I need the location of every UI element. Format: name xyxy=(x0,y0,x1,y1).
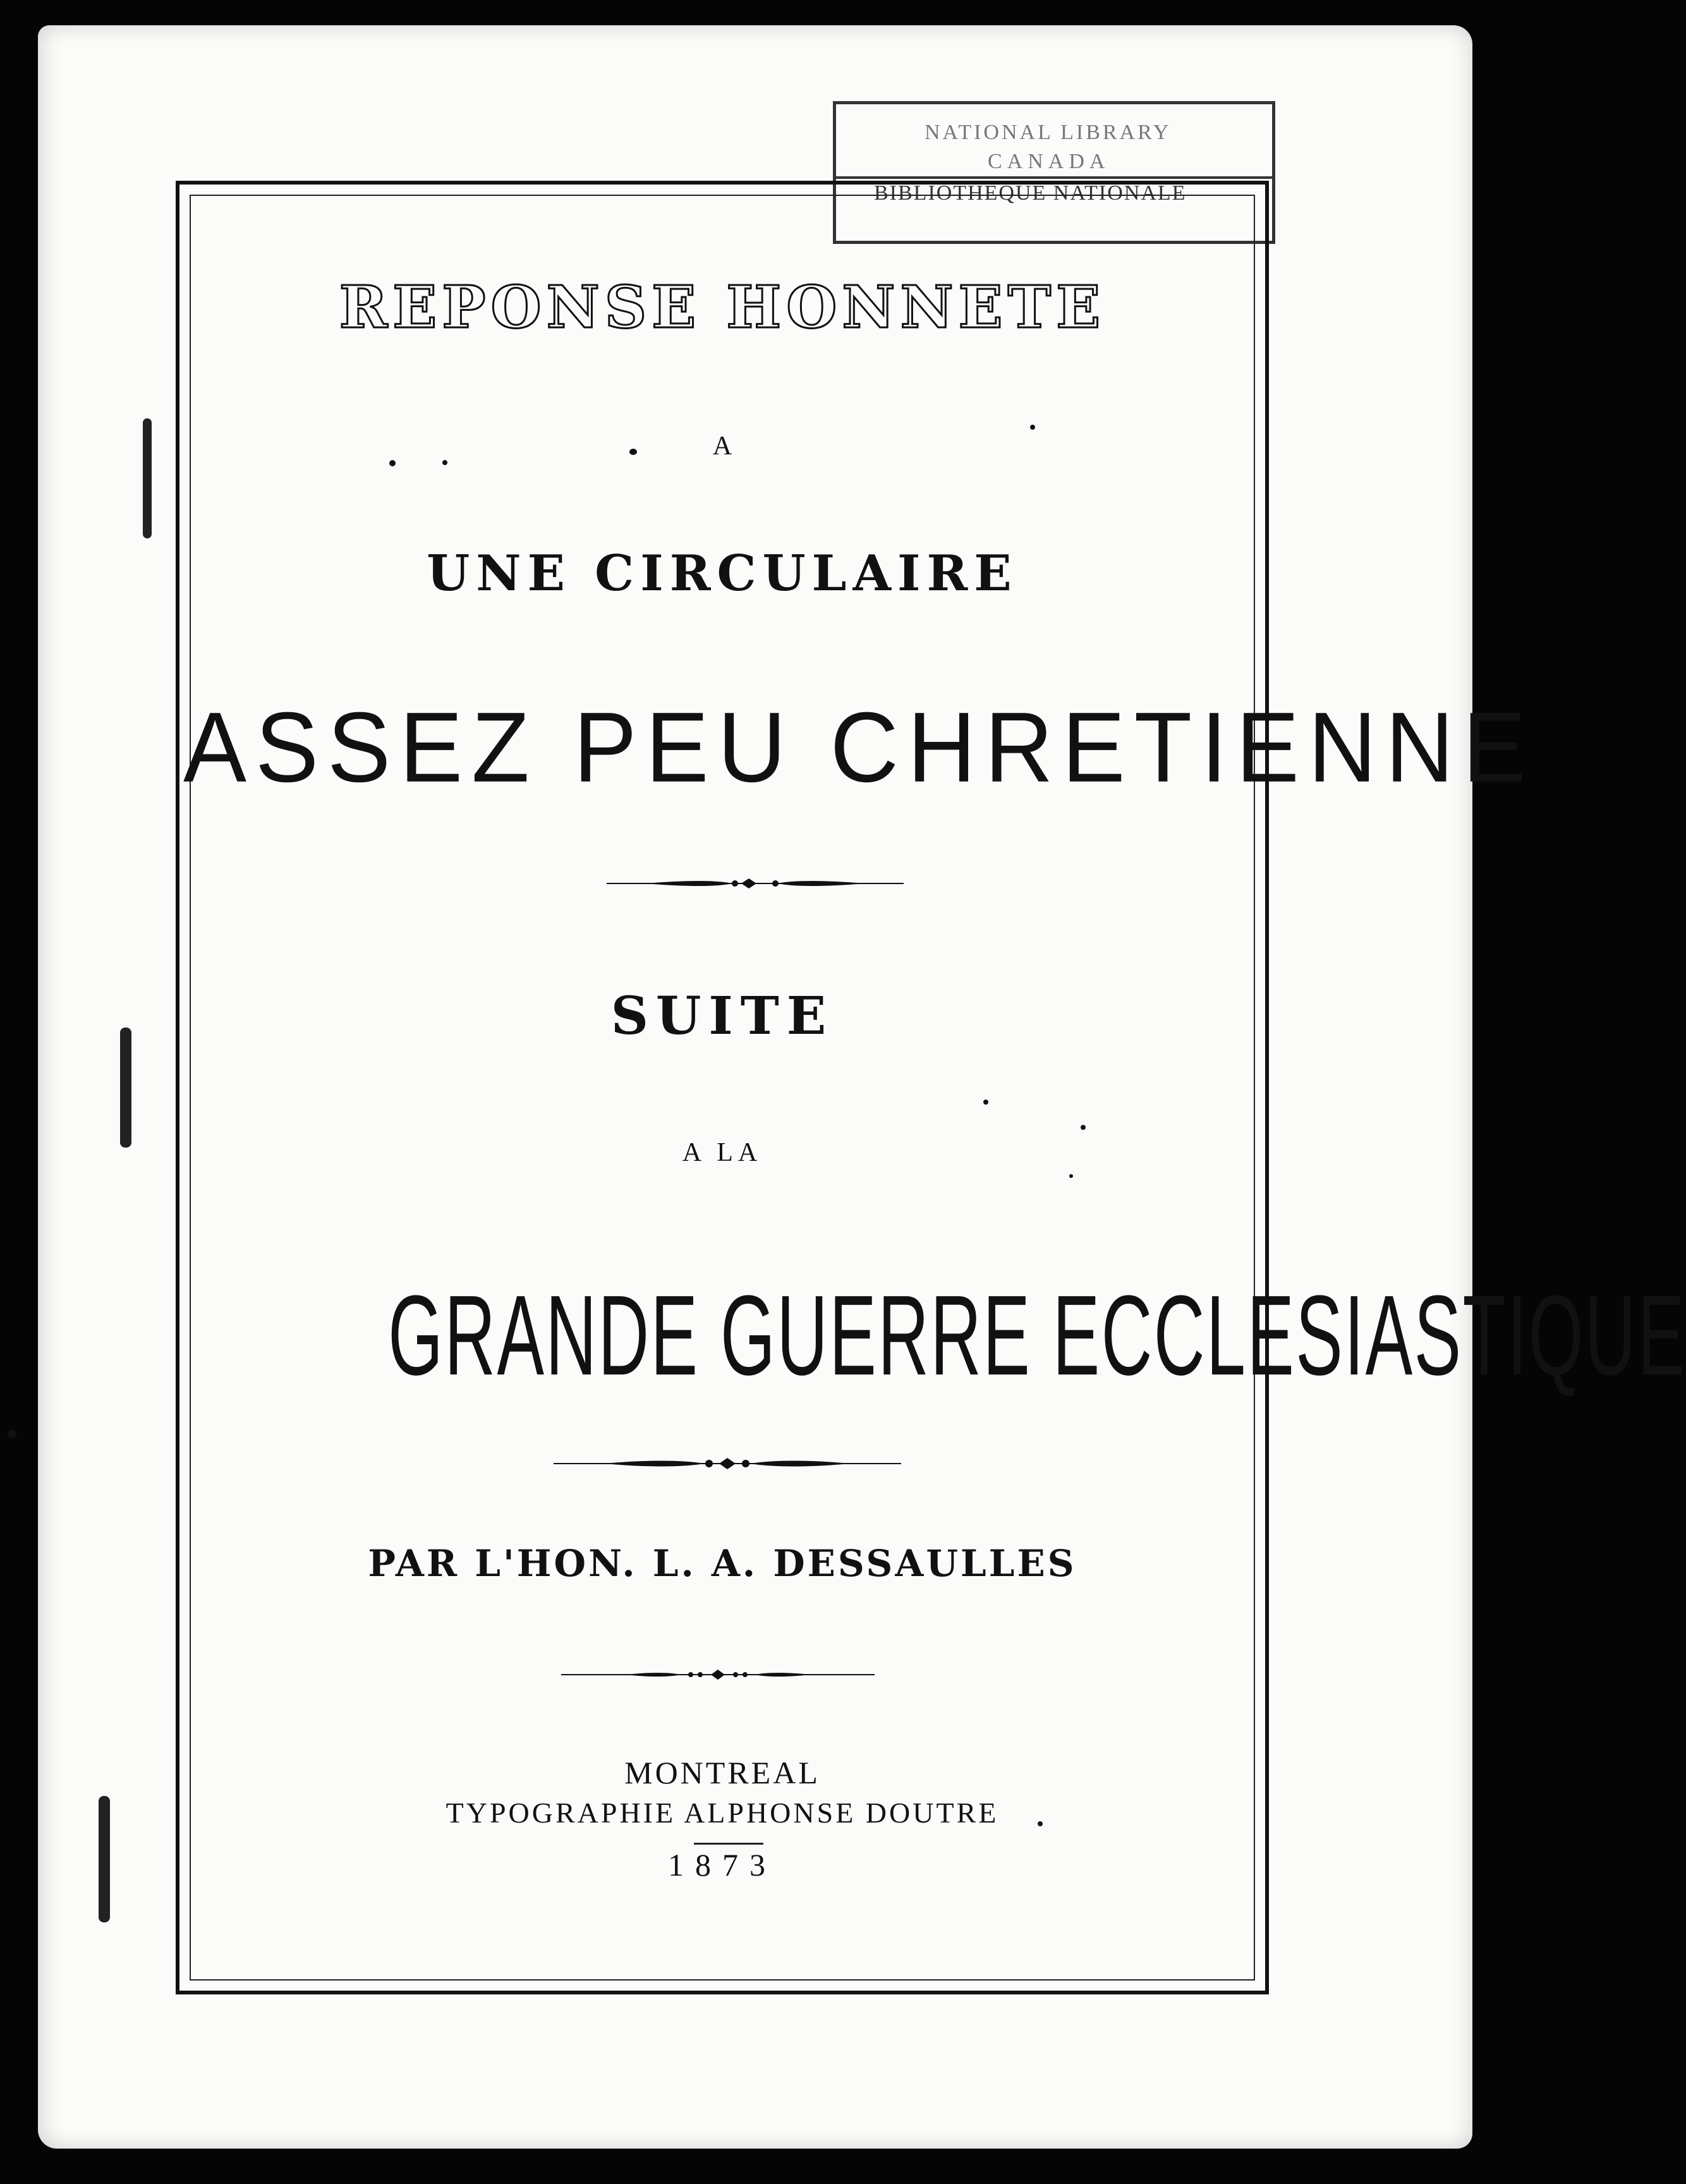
ink-speck xyxy=(442,460,447,465)
imprint-printer: TYPOGRAPHIE ALPHONSE DOUTRE xyxy=(446,1797,999,1829)
ink-speck xyxy=(983,1100,988,1105)
staple-top xyxy=(143,418,152,538)
ornament-rule-3 xyxy=(561,1662,875,1687)
ornament-rule-2 xyxy=(554,1451,901,1476)
imprint-year: 1873 xyxy=(668,1847,777,1883)
year-rule xyxy=(694,1843,763,1845)
staple-bottom xyxy=(99,1796,110,1922)
title-line-2: UNE CIRCULAIRE xyxy=(427,545,1018,602)
title-frame-inner xyxy=(190,195,1686,1981)
ink-speck xyxy=(389,460,396,466)
title-line-4: GRANDE GUERRE ECCLESIASTIQUE xyxy=(388,1272,1686,1399)
staple-middle xyxy=(120,1028,131,1148)
title-line-3: ASSEZ PEU CHRETIENNE xyxy=(183,691,1535,803)
suite-heading: SUITE xyxy=(610,986,834,1046)
ink-speck xyxy=(1069,1174,1073,1178)
imprint-city: MONTREAL xyxy=(624,1755,820,1790)
stamp-line-2: CANADA xyxy=(988,150,1110,173)
connector-a: A xyxy=(712,432,732,461)
stamp-line-3: BIBLIOTHÈQUE NATIONALE xyxy=(874,181,1187,205)
ink-speck xyxy=(1038,1821,1043,1826)
stamp-divider xyxy=(836,176,1272,179)
connector-a-la: A LA xyxy=(682,1138,763,1167)
ink-speck xyxy=(1081,1125,1086,1130)
ink-speck xyxy=(1030,425,1035,430)
author-line: PAR L'HON. L. A. DESSAULLES xyxy=(368,1542,1077,1585)
ornament-rule-1 xyxy=(607,871,904,896)
title-line-1: REPONSE HONNETE xyxy=(339,273,1106,341)
ink-speck xyxy=(8,1429,16,1438)
stamp-line-1: NATIONAL LIBRARY xyxy=(925,121,1172,144)
ink-speck xyxy=(629,449,637,455)
